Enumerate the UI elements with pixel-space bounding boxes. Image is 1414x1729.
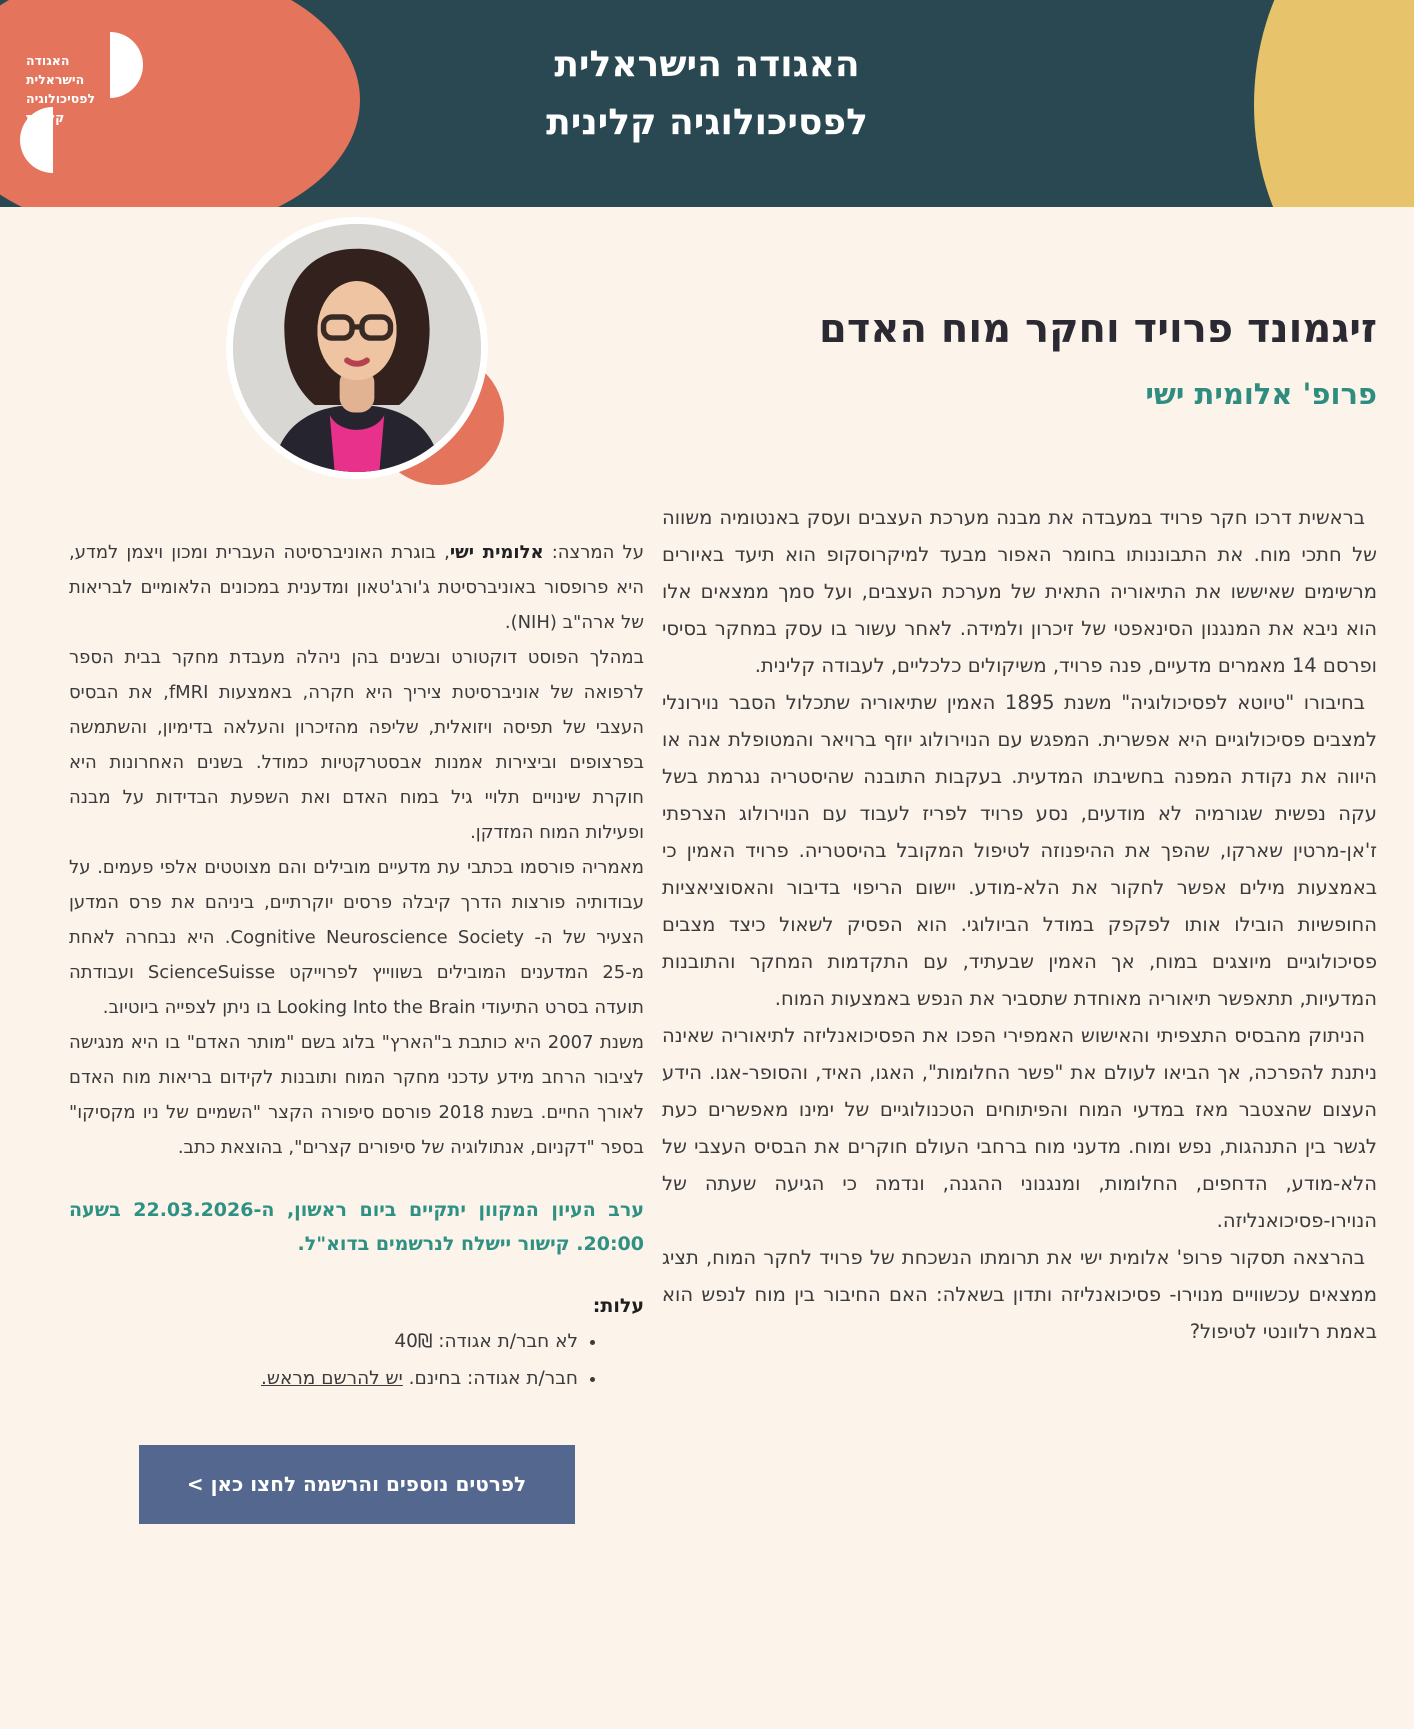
cost-item-nonmember: • לא חבר/ת אגודה: 40₪ <box>69 1323 578 1360</box>
lecture-article <box>662 207 1377 1524</box>
content <box>0 207 1414 1524</box>
bio-paragraph: מאמריה פורסמו בכתבי עת מדעיים מובילים והם מצוטטים אלפי פעמים. על עבודותיה פורצות הדרך קיבלה פרסים יוקרתיים, ביניהם את פרס המדען הצעיר של ה- Cognitive Neuroscience Society. היא נבחרה לאחת מ-25 המדענים המובילים בשווייץ לפרוייקט ScienceSuisse ועבודתה תועדה בסרט התיעודי Looking Into the Brain בו ניתן לצפייה ביוטיוב. <box>69 857 644 1018</box>
article-paragraph: בהרצאה תסקור פרופ' אלומית ישי את תרומתו הנשכחת של פרויד לחקר המוח, תציג ממצאים עכשוויים מנוירו- פסיכואנליזה ותדון בשאלה: האם החיבור בין מוח לנפש הוא באמת רלוונטי לטיפול? <box>662 1246 1377 1343</box>
header-banner <box>0 0 1414 207</box>
speaker-sidebar <box>69 207 644 1524</box>
speaker-portrait-illustration <box>233 224 481 472</box>
logo-line: קלינית <box>26 110 65 125</box>
speaker-subtitle: פרופ' אלומית ישי <box>1145 377 1377 411</box>
bio-paragraph: במהלך הפוסט דוקטורט ובשנים בהן ניהלה מעבדת מחקר בבית הספר לרפואה של אוניברסיטת ציריך היא חקרה, באמצעות fMRI, את הבסיס העצבי של תפיסה ויזואלית, שליפה מהזיכרון והעלאה בדימיון, והשתמשה בפרצופים וביצירות אמנות אבסטרקטיות כמודל. בשנים האחרונות היא חוקרת שינויים תלויי גיל במוח האדם ואת השפעת הבדידות על מבנה ופעילות המוח המזדקן. <box>69 647 644 843</box>
cost-item-member: • חבר/ת אגודה: בחינם. יש להרשם מראש. <box>69 1360 578 1397</box>
about-rest: , בוגרת האוניברסיטה העברית ומכון ויצמן למדע, היא פרופסור באוניברסיטת ג'ורג'טאון ומדענית במכונים הלאומיים לבריאות של ארה"ב (NIH). <box>69 542 644 633</box>
register-link[interactable]: יש להרשם מראש. <box>261 1368 403 1389</box>
association-logo <box>26 51 110 127</box>
cost-heading: עלות: <box>592 1295 644 1317</box>
yellow-accent-blob <box>1254 0 1414 207</box>
article-paragraph: הניתוק מהבסיס התצפיתי והאישוש האמפירי הפכו את הפסיכואנליזה לתיאוריה שאינה ניתנת להפרכה, אך הביאו לעולם את "פשר החלומות", האגו, האיד, והסופר-אגו. הידע העצום שהצטבר מאז במדעי המוח והפיתוחים הטכנולוגיים של ימינו מאפשרים כעת לגשר בין התנהגות, נפש ומוח. מדעני מוח ברחבי העולם חוקרים את הבסיס העצבי של הלא-מודע, הדחפים, החלומות, ומנגנוני ההגנה, ונדמה כי הגיעה שעתה של הנוירו-פסיכואנליזה. <box>662 1024 1377 1232</box>
speaker-name: אלומית ישי <box>449 542 544 563</box>
association-title-line2: לפסיכולוגיה קלינית <box>546 102 868 143</box>
page-title: זיגמונד פרויד וחקר מוח האדם <box>819 306 1377 352</box>
article-paragraph: בראשית דרכו חקר פרויד במעבדה את מבנה מערכת העצבים ועסק באנטומיה משווה של חתכי מוח. את התבוננותו בחומר האפור מבעד למיקרוסקופ הוא תיעד באיורים מרשימים שאיששו את התיאוריה התאית של מערכת העצבים, ועל סמך ממצאים אלו הוא ניבא את המנגנון הסינאפטי של זיכרון ולמידה. לאחר עשור בו עסק במחקר בסיסי ופרסם 14 מאמרים מדעיים, פנה פרויד, משיקולים כלכליים, לעבודה קלינית. <box>662 506 1377 677</box>
cost-list <box>69 1323 604 1397</box>
logo-line: הישראלית <box>26 72 85 87</box>
about-speaker-paragraph <box>69 535 644 640</box>
association-title <box>546 36 868 152</box>
logo-line: לפסיכולוגיה <box>26 91 96 106</box>
logo-line: האגודה <box>26 53 70 68</box>
about-prefix: על המרצה: <box>543 542 645 563</box>
speaker-photo <box>226 217 488 479</box>
article-paragraph: בחיבורו "טיוטא לפסיכולוגיה" משנת 1895 האמין שתיאוריה שתכלול הסבר נוירונלי למצבים פסיכולוגיים היא אפשרית. המפגש עם הנוירולוג יוזף ברויאר והמטופלת אנה או היווה את נקודת המפנה בחשיבתו המדעית. בעקבות התובנה שהיסטריה נגרמת בשל עקה נפשית שגורמיה לא מודעים, נסע פרויד לפריז לעבוד עם הנוירולוג הצרפתי ז'אן-מרטין שארקו, שהפך את ההיפנוזה לטיפול המקובל בהיסטריה. פרויד האמין כי באמצעות מילים אפשר לחקור את הלא-מודע. יישום הריפוי בדיבור והאסוציאציות החופשיות הובילו אותו לפקפק במודל הביולוגי. הוא הפסיק לשאול כיצד מצבים פסיכולוגיים מיוצגים במוח, אך האמין שבעתיד, עם התקדמות המחקר והתובנות המדעיות, תתאפשר תיאוריה מאוחדת שתסביר את הנפש באמצעות המוח. <box>662 691 1377 1010</box>
speaker-photo-frame <box>226 217 488 479</box>
bio-paragraph: משנת 2007 היא כותבת ב"הארץ" בלוג בשם "מותר האדם" בו היא מנגישה לציבור הרחב מידע עדכני מחקר המוח ותובנות לקידום בריאות מוח האדם לאורך החיים. בשנת 2018 פורסם סיפורה הקצר "השמיים של ניו מקסיקו" בספר "דקניום, אנתולוגיה של סיפורים קצרים", בהוצאת כתב. <box>69 1032 644 1158</box>
association-title-line1: האגודה הישראלית <box>554 44 860 85</box>
event-date-announcement: ערב העיון המקוון יתקיים ביום ראשון, ה-22.03.2026 בשעה 20:00. קישור יישלח לנרשמים בדוא"ל. <box>69 1199 644 1255</box>
registration-button[interactable]: לפרטים נוספים והרשמה לחצו כאן > <box>139 1445 575 1524</box>
